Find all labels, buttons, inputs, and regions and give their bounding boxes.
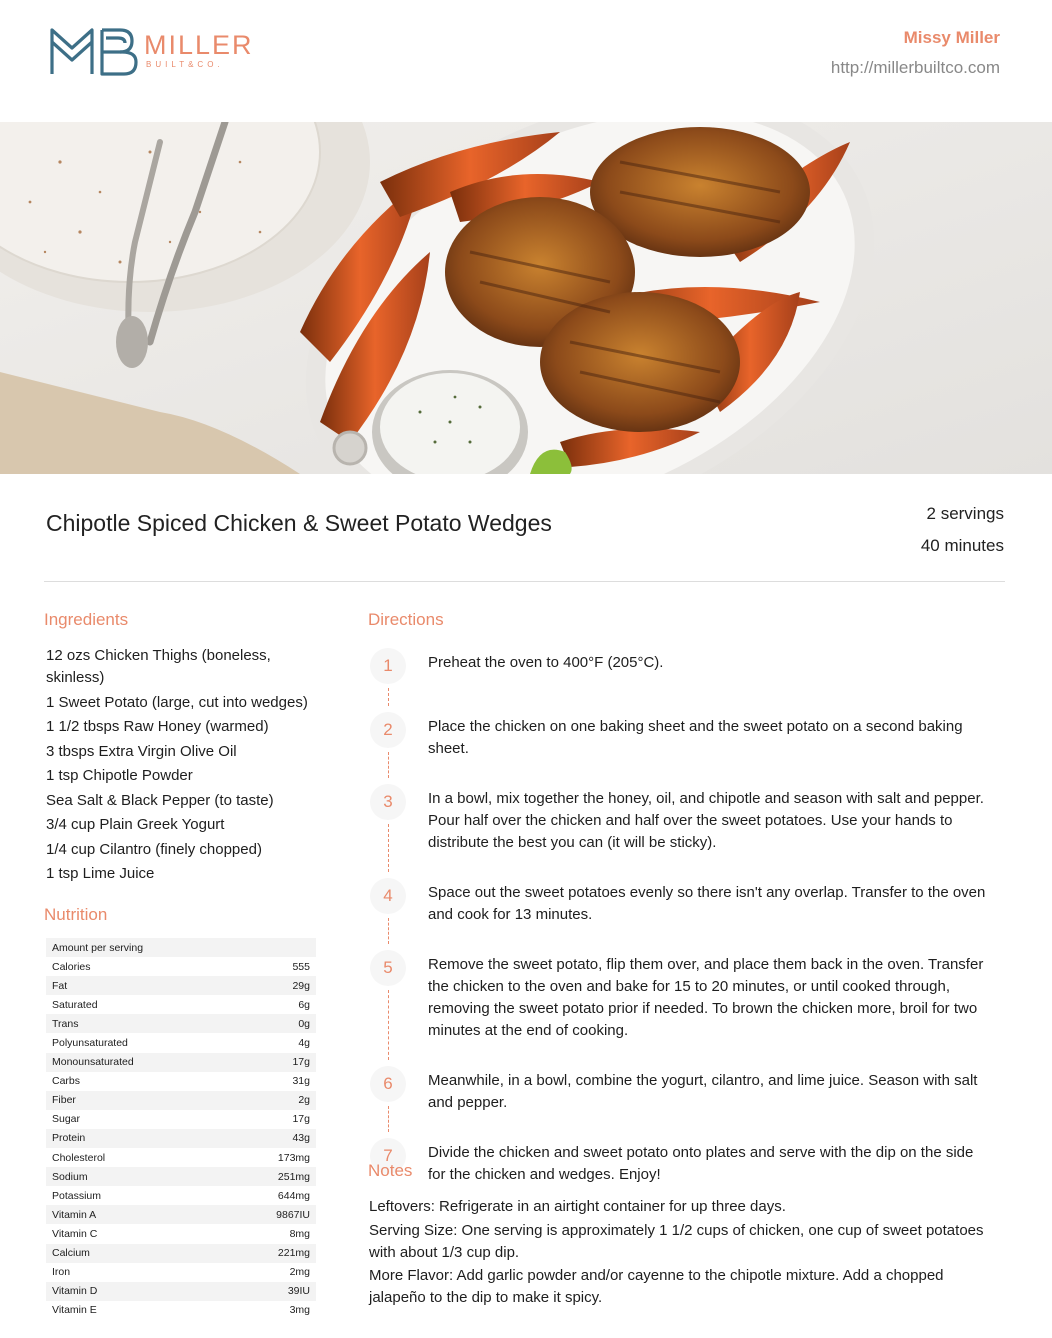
ingredient-item: 1 1/2 tbsps Raw Honey (warmed) bbox=[46, 718, 269, 735]
directions-heading: Directions bbox=[368, 610, 444, 629]
ingredients-heading: Ingredients bbox=[44, 610, 129, 629]
nutrition-heading: Nutrition bbox=[44, 905, 108, 924]
ingredient-item: 1/4 cup Cilantro (finely chopped) bbox=[46, 840, 262, 858]
nutrient-label: Monounsaturated bbox=[46, 1053, 233, 1072]
nutrition-header-row bbox=[46, 938, 316, 957]
nutrient-value: 17g bbox=[233, 1053, 316, 1072]
direction-step bbox=[368, 644, 988, 688]
nutrition-row bbox=[46, 1205, 316, 1224]
nutrient-value: 43g bbox=[233, 1129, 316, 1148]
step-number: 2 bbox=[370, 712, 406, 748]
recipe-hero-image bbox=[0, 122, 1052, 474]
nutrient-label: Trans bbox=[46, 1014, 233, 1033]
nutrient-label: Calories bbox=[52, 960, 91, 973]
nutrient-label: Vitamin C bbox=[52, 1227, 98, 1240]
nutrient-value: 3mg bbox=[289, 1304, 310, 1317]
ingredient-item: 3 tbsps Extra Virgin Olive Oil bbox=[46, 742, 237, 760]
nutrient-label: Vitamin A bbox=[46, 1205, 233, 1224]
step-text: Divide the chicken and sweet potato onto plates and serve with the dip on the side for the chicken and wedges. Enjoy! bbox=[428, 1144, 974, 1183]
nutrition-row bbox=[46, 1072, 316, 1091]
total-time: 40 minutes bbox=[920, 536, 1004, 555]
step-text: Remove the sweet potato, flip them over, and place them back in the oven. Transfer the chicken to the oven and bake for 15 to 20 minutes, or until cooked through, removing the sweet potato prior if needed. To brown the chicken more, broil for two minutes at the end of cooking. bbox=[428, 956, 984, 1039]
nutrient-label: Sugar bbox=[52, 1113, 81, 1126]
nutrient-label: Potassium bbox=[52, 1189, 102, 1202]
note-item: Serving Size: One serving is approximately 1 1/2 cups of chicken, one cup of sweet potatoes with about 1/3 cup dip. bbox=[369, 1221, 984, 1261]
nutrition-row bbox=[46, 1033, 316, 1052]
direction-step bbox=[368, 708, 988, 760]
nutrient-value: 644mg bbox=[277, 1189, 310, 1202]
nutrient-value: 8mg bbox=[289, 1227, 310, 1240]
step-number: 3 bbox=[370, 784, 406, 820]
nutrient-label: Sodium bbox=[46, 1167, 233, 1186]
nutrient-value: 31g bbox=[292, 1075, 310, 1088]
servings-count: 2 servings bbox=[926, 504, 1004, 523]
recipe-title: Chipotle Spiced Chicken & Sweet Potato Wedges bbox=[46, 510, 552, 536]
nutrient-label: Iron bbox=[52, 1266, 71, 1279]
nutrition-row bbox=[46, 976, 316, 995]
nutrient-value: 173mg bbox=[277, 1151, 310, 1164]
nutrient-value: 2g bbox=[233, 1091, 316, 1110]
nutrition-row bbox=[46, 1301, 316, 1320]
nutrient-label: Saturated bbox=[52, 998, 98, 1011]
direction-step bbox=[368, 946, 988, 1042]
nutrient-value: 9867IU bbox=[233, 1205, 316, 1224]
nutrition-row bbox=[46, 1224, 316, 1243]
direction-step bbox=[368, 1134, 988, 1186]
nutrient-value: 221mg bbox=[233, 1244, 316, 1263]
nutrient-label: Fat bbox=[46, 976, 233, 995]
step-number: 6 bbox=[370, 1066, 406, 1102]
nutrition-row bbox=[46, 1053, 316, 1072]
nutrient-value: 251mg bbox=[233, 1167, 316, 1186]
nutrient-value: 2mg bbox=[289, 1266, 310, 1279]
nutrient-label: Cholesterol bbox=[52, 1151, 106, 1164]
nutrient-value: 29g bbox=[233, 976, 316, 995]
page-header bbox=[0, 0, 1052, 122]
nutrient-value: 39IU bbox=[233, 1282, 316, 1301]
step-number: 7 bbox=[370, 1138, 406, 1174]
direction-step bbox=[368, 874, 988, 926]
nutrient-label: Fiber bbox=[46, 1091, 233, 1110]
logo-subtitle: BUILT&CO. bbox=[146, 60, 224, 69]
ingredient-item: Sea Salt & Black Pepper (to taste) bbox=[46, 791, 274, 809]
nutrient-label: Carbs bbox=[52, 1075, 81, 1088]
ingredients-list bbox=[46, 645, 326, 888]
nutrient-label: Vitamin E bbox=[52, 1304, 97, 1317]
recipe-meta bbox=[921, 498, 1004, 562]
ingredient-item: 3/4 cup Plain Greek Yogurt bbox=[46, 816, 225, 833]
nutrition-row bbox=[46, 995, 316, 1014]
step-number: 1 bbox=[370, 648, 406, 684]
nutrition-row bbox=[46, 957, 316, 976]
ingredient-item: 1 tsp Chipotle Powder bbox=[46, 767, 193, 784]
nutrition-header-label: Amount per serving bbox=[46, 938, 233, 957]
nutrient-label: Calcium bbox=[46, 1244, 233, 1263]
note-item: More Flavor: Add garlic powder and/or cayenne to the chipotle mixture. Add a chopped jalapeño to the dip to make it spicy. bbox=[369, 1267, 944, 1306]
nutrition-row bbox=[46, 1110, 316, 1129]
nutrition-row bbox=[46, 1148, 316, 1167]
logo-wordmark: MILLER bbox=[144, 30, 254, 60]
ingredient-item: 12 ozs Chicken Thighs (boneless, skinless) bbox=[46, 647, 271, 686]
step-text: Place the chicken on one baking sheet and the sweet potato on a second baking sheet. bbox=[428, 718, 963, 757]
nutrient-value: 17g bbox=[292, 1113, 310, 1126]
nutrient-value: 0g bbox=[233, 1014, 316, 1033]
nutrition-row bbox=[46, 1091, 316, 1110]
step-text: Space out the sweet potatoes evenly so there isn't any overlap. Transfer to the oven and cook for 13 minutes. bbox=[428, 884, 986, 923]
note-item: Leftovers: Refrigerate in an airtight container for up three days. bbox=[369, 1198, 786, 1215]
nutrition-row bbox=[46, 1282, 316, 1301]
nutrient-label: Vitamin D bbox=[46, 1282, 233, 1301]
website-link[interactable]: http://millerbuiltco.com bbox=[830, 58, 1000, 77]
nutrition-row bbox=[46, 1263, 316, 1282]
nutrient-value: 4g bbox=[298, 1037, 310, 1050]
nutrient-value: 6g bbox=[298, 998, 310, 1011]
step-number: 4 bbox=[370, 878, 406, 914]
step-text: In a bowl, mix together the honey, oil, and chipotle and season with salt and pepper. Pour half over the chicken and half over the sweet potatoes. Use your hands to distribute the best you can (it will be sticky). bbox=[428, 790, 984, 851]
directions-list bbox=[368, 644, 988, 1186]
nutrient-label: Protein bbox=[46, 1129, 233, 1148]
nutrition-row bbox=[46, 1014, 316, 1033]
step-number: 5 bbox=[370, 950, 406, 986]
nutrient-value: 555 bbox=[292, 960, 310, 973]
author-name: Missy Miller bbox=[903, 28, 1000, 47]
brand-logo[interactable] bbox=[50, 22, 260, 82]
nutrition-row bbox=[46, 1167, 316, 1186]
nutrition-table bbox=[46, 938, 316, 1320]
step-text: Meanwhile, in a bowl, combine the yogurt, cilantro, and lime juice. Season with salt and pepper. bbox=[428, 1072, 978, 1111]
mb-monogram-icon bbox=[50, 22, 142, 78]
ingredient-item: 1 tsp Lime Juice bbox=[46, 865, 155, 882]
ingredient-item: 1 Sweet Potato (large, cut into wedges) bbox=[46, 693, 308, 711]
nutrient-label: Polyunsaturated bbox=[52, 1037, 128, 1050]
food-photo-illustration bbox=[0, 122, 1052, 474]
nutrition-row bbox=[46, 1186, 316, 1205]
notes-heading: Notes bbox=[368, 1161, 413, 1180]
title-divider bbox=[44, 581, 1005, 582]
direction-step bbox=[368, 780, 988, 854]
direction-step bbox=[368, 1062, 988, 1114]
step-text: Preheat the oven to 400°F (205°C). bbox=[428, 654, 664, 671]
notes-list bbox=[369, 1196, 989, 1311]
nutrition-row bbox=[46, 1129, 316, 1148]
nutrition-row bbox=[46, 1244, 316, 1263]
